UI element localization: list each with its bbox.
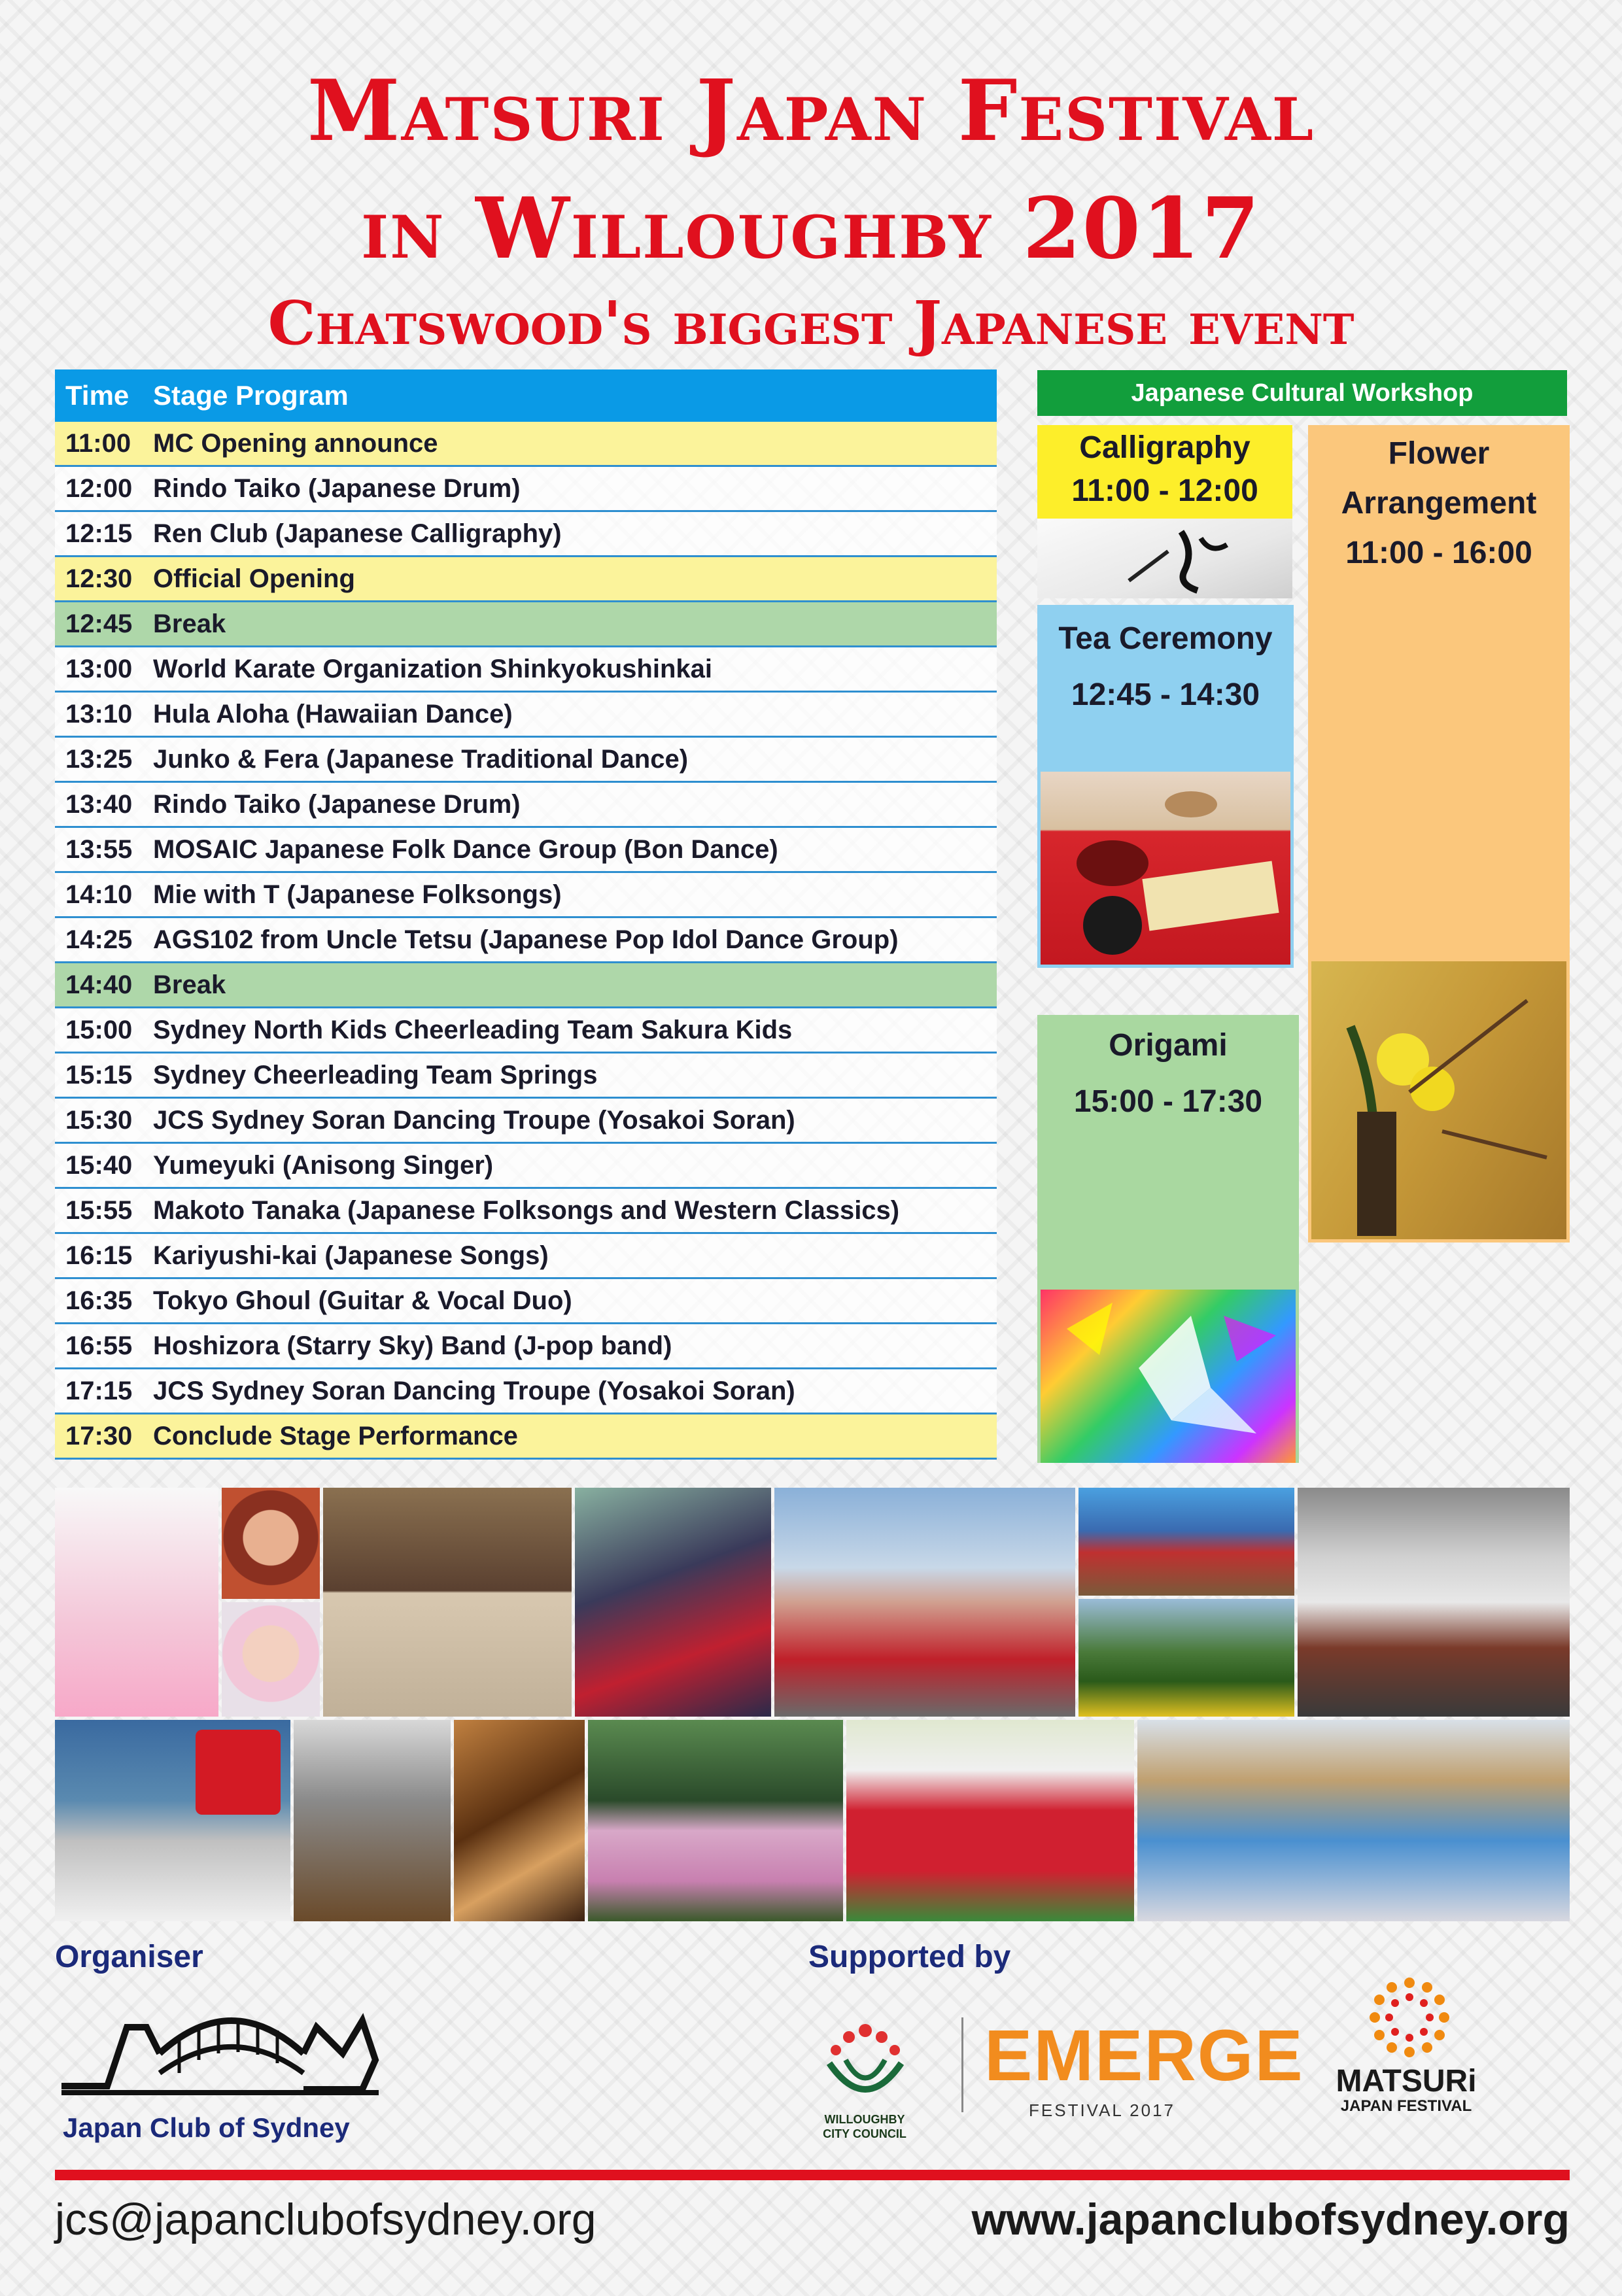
subtitle: Chatswood's biggest Japanese event xyxy=(267,288,1355,358)
schedule-time: 16:55 xyxy=(65,1331,133,1360)
schedule-act: Yumeyuki (Anisong Singer) xyxy=(153,1150,494,1180)
schedule-row xyxy=(55,828,997,873)
matsuri-sun-logo xyxy=(1367,1975,1452,2060)
header-program: Stage Program xyxy=(153,380,349,411)
schedule-header xyxy=(55,369,997,422)
schedule-act: Sydney Cheerleading Team Springs xyxy=(153,1060,598,1089)
photo-singer-1 xyxy=(222,1488,320,1599)
schedule-act: Makoto Tanaka (Japanese Folksongs and Western Classics) xyxy=(153,1195,900,1225)
matsuri-wordmark: MATSURi xyxy=(1336,2064,1477,2099)
happi-coat-icon xyxy=(196,1730,281,1815)
flower-arrangement-panel xyxy=(1308,425,1570,1242)
schedule-row xyxy=(55,1279,997,1324)
schedule-row xyxy=(55,693,997,738)
schedule-time: 15:40 xyxy=(65,1150,133,1180)
photo-collage xyxy=(55,1488,1570,1921)
schedule-act: Hoshizora (Starry Sky) Band (J-pop band) xyxy=(153,1331,672,1360)
origami-time: 15:00 - 17:30 xyxy=(1073,1084,1263,1119)
schedule-act: Mie with T (Japanese Folksongs) xyxy=(153,880,562,909)
photo-koi-society xyxy=(1078,1488,1294,1596)
photo-vocal-duo xyxy=(454,1720,585,1921)
schedule-time: 15:55 xyxy=(65,1195,133,1225)
paper-cranes-image xyxy=(1041,1290,1296,1463)
workshop-header: Japanese Cultural Workshop xyxy=(1037,370,1567,416)
schedule-row xyxy=(55,1054,997,1099)
schedule-time: 14:25 xyxy=(65,925,133,954)
schedule-time: 13:55 xyxy=(65,834,133,864)
schedule-act: MC Opening announce xyxy=(153,428,438,458)
japan-club-of-sydney-logo xyxy=(55,1981,388,2112)
tea-set-image xyxy=(1041,772,1290,965)
schedule-time: 17:15 xyxy=(65,1376,133,1405)
matsuri-subtitle: JAPAN FESTIVAL xyxy=(1340,2097,1472,2115)
schedule-time: 11:00 xyxy=(65,428,131,458)
willoughby-line-2: CITY COUNCIL xyxy=(823,2127,906,2140)
photo-taiko-drums xyxy=(1298,1488,1570,1717)
schedule-rows xyxy=(55,422,997,1460)
schedule-row xyxy=(55,1008,997,1054)
schedule-act: AGS102 from Uncle Tetsu (Japanese Pop Idol Dance Group) xyxy=(153,925,899,954)
schedule-act: Ren Club (Japanese Calligraphy) xyxy=(153,519,562,548)
schedule-row xyxy=(55,873,997,918)
schedule-act: Official Opening xyxy=(153,564,355,593)
tea-ceremony-panel xyxy=(1037,605,1294,968)
schedule-time: 15:00 xyxy=(65,1015,133,1044)
willoughby-council-logo xyxy=(816,2017,914,2112)
sponsor-divider xyxy=(961,2017,963,2112)
willoughby-council-text xyxy=(806,2112,923,2141)
schedule-act: JCS Sydney Soran Dancing Troupe (Yosakoi Soran) xyxy=(153,1376,795,1405)
main-title-line-2: in Willoughby 2017 xyxy=(361,180,1261,278)
schedule-row xyxy=(55,647,997,693)
flower-title-line-2: Arrangement xyxy=(1341,486,1537,521)
schedule-row xyxy=(55,918,997,963)
schedule-row xyxy=(55,1099,997,1144)
schedule-act: Conclude Stage Performance xyxy=(153,1421,518,1450)
ikebana-image xyxy=(1311,961,1566,1239)
ikebana-photo xyxy=(1311,961,1566,1239)
schedule-time: 13:10 xyxy=(65,699,133,728)
schedule-time: 15:30 xyxy=(65,1105,133,1135)
schedule-time: 14:40 xyxy=(65,970,133,999)
schedule-row xyxy=(55,1189,997,1234)
schedule-row xyxy=(55,783,997,828)
schedule-act: World Karate Organization Shinkyokushinkai xyxy=(153,654,712,683)
schedule-row xyxy=(55,467,997,512)
schedule-row xyxy=(55,1144,997,1189)
tea-title: Tea Ceremony xyxy=(1058,621,1273,656)
origami-panel xyxy=(1037,1015,1299,1463)
schedule-time: 13:40 xyxy=(65,789,133,819)
brush-writing-image xyxy=(1037,519,1292,598)
contact-email[interactable]: jcs@japanclubofsydney.org xyxy=(55,2195,596,2244)
schedule-time: 14:10 xyxy=(65,880,133,909)
emerge-festival-logo xyxy=(984,2014,1304,2097)
supported-by-label: Supported by xyxy=(808,1940,1011,1974)
organiser-name: Japan Club of Sydney xyxy=(63,2112,350,2143)
photo-singer-2 xyxy=(222,1602,320,1717)
schedule-act: Break xyxy=(153,970,226,999)
schedule-row xyxy=(55,738,997,783)
schedule-act: JCS Sydney Soran Dancing Troupe (Yosakoi Soran) xyxy=(153,1105,795,1135)
schedule-row xyxy=(55,1324,997,1369)
schedule-act: Tokyo Ghoul (Guitar & Vocal Duo) xyxy=(153,1286,572,1315)
schedule-act: Kariyushi-kai (Japanese Songs) xyxy=(153,1241,549,1270)
schedule-act: MOSAIC Japanese Folk Dance Group (Bon Dance) xyxy=(153,834,778,864)
schedule-act: Rindo Taiko (Japanese Drum) xyxy=(153,473,521,503)
website-link[interactable]: www.japanclubofsydney.org xyxy=(971,2195,1570,2244)
schedule-time: 12:15 xyxy=(65,519,133,548)
stage-program-table xyxy=(55,369,997,1460)
calligraphy-photo xyxy=(1037,519,1292,598)
schedule-act: Sydney North Kids Cheerleading Team Sakura Kids xyxy=(153,1015,793,1044)
schedule-time: 17:30 xyxy=(65,1421,133,1450)
footer-divider xyxy=(55,2170,1570,2180)
schedule-time: 12:30 xyxy=(65,564,133,593)
schedule-time: 12:00 xyxy=(65,473,133,503)
main-title-line-1: Matsuri Japan Festival xyxy=(307,62,1315,160)
photo-traditional-dancer xyxy=(575,1488,771,1717)
willoughby-line-1: WILLOUGHBY xyxy=(824,2113,905,2126)
photo-hula-dancers xyxy=(846,1720,1134,1921)
schedule-act: Rindo Taiko (Japanese Drum) xyxy=(153,789,521,819)
schedule-time: 16:15 xyxy=(65,1241,133,1270)
photo-cheerleaders-harbour xyxy=(774,1488,1075,1717)
schedule-time: 13:00 xyxy=(65,654,133,683)
schedule-row xyxy=(55,557,997,602)
schedule-row xyxy=(55,422,997,467)
calligraphy-time: 11:00 - 12:00 xyxy=(1071,473,1258,508)
schedule-row xyxy=(55,602,997,647)
photo-bon-dance-group xyxy=(588,1720,843,1921)
calligraphy-panel xyxy=(1037,425,1292,598)
emerge-festival-subtitle: FESTIVAL 2017 xyxy=(1029,2100,1175,2120)
schedule-time: 12:45 xyxy=(65,609,133,638)
photo-idol-group xyxy=(55,1488,218,1717)
tea-ceremony-photo xyxy=(1041,772,1290,965)
schedule-act: Hula Aloha (Hawaiian Dance) xyxy=(153,699,513,728)
schedule-act: Break xyxy=(153,609,226,638)
schedule-time: 15:15 xyxy=(65,1060,133,1089)
photo-kids-cheerleading xyxy=(1137,1720,1570,1921)
flower-title-line-1: Flower xyxy=(1388,436,1490,471)
photo-folk-singers xyxy=(323,1488,572,1717)
tea-time: 12:45 - 14:30 xyxy=(1071,677,1260,712)
photo-yosakoi-dancers xyxy=(1078,1599,1294,1717)
schedule-row xyxy=(55,1369,997,1414)
emerge-wordmark: EMERGE xyxy=(984,2015,1304,2096)
schedule-row xyxy=(55,963,997,1008)
schedule-time: 13:25 xyxy=(65,744,133,774)
schedule-row xyxy=(55,512,997,557)
organiser-label: Organiser xyxy=(55,1940,203,1974)
schedule-time: 16:35 xyxy=(65,1286,133,1315)
origami-title: Origami xyxy=(1109,1028,1228,1063)
schedule-row xyxy=(55,1414,997,1460)
origami-cranes-photo xyxy=(1041,1290,1296,1463)
photo-guitarist xyxy=(294,1720,451,1921)
schedule-row xyxy=(55,1234,997,1279)
schedule-act: Junko & Fera (Japanese Traditional Dance) xyxy=(153,744,689,774)
flower-time: 11:00 - 16:00 xyxy=(1345,536,1532,570)
calligraphy-title: Calligraphy xyxy=(1079,430,1251,465)
header-time: Time xyxy=(65,380,129,411)
